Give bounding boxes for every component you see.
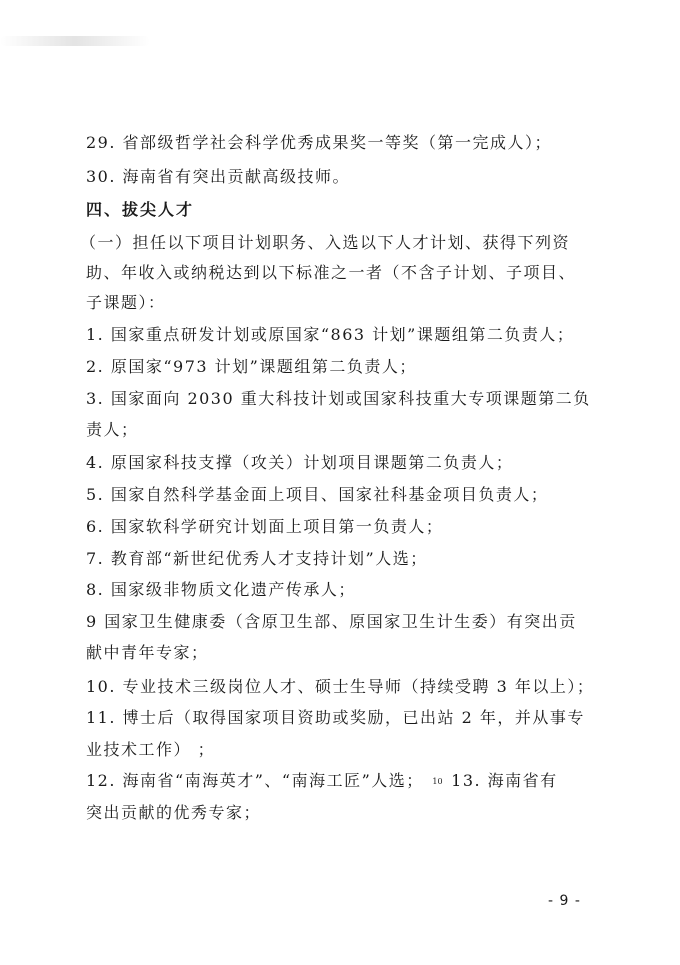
text-line: （一）担任以下项目计划职务、入选以下人才计划、获得下列资 [80, 233, 571, 252]
list-item: 9 国家卫生健康委（含原卫生部、原国家卫生计生委）有突出贡 [86, 612, 577, 631]
list-item-text: 13. 海南省有 [451, 771, 558, 790]
list-item-text: 12. 海南省“南海英才”、“南海工匠”人选； [86, 771, 424, 790]
text-line: 突出贡献的优秀专家； [86, 803, 262, 822]
list-item: 1. 国家重点研发计划或原国家“863 计划”课题组第二负责人； [86, 325, 575, 344]
list-item: 7. 教育部“新世纪优秀人才支持计划”人选； [86, 549, 428, 568]
list-item: 6. 国家软科学研究计划面上项目第一负责人； [86, 517, 444, 536]
text-line: 助、年收入或纳税达到以下标准之一者（不含子计划、子项目、 [86, 263, 577, 282]
list-item: 11. 博士后（取得国家项目资助或奖励，已出站 2 年，并从事专 [86, 708, 585, 727]
text-line: 献中青年专家； [86, 643, 209, 662]
page-number: - 9 - [548, 893, 581, 909]
list-item: 4. 原国家科技支撑（攻关）计划项目课题第二负责人； [86, 453, 514, 472]
list-item: 10. 专业技术三级岗位人才、硕士生导师（持续受聘 3 年以上）； [86, 677, 595, 696]
text-line: 业技术工作） ； [86, 740, 216, 759]
list-item: 5. 国家自然科学基金面上项目、国家社科基金项目负责人； [86, 485, 549, 504]
list-item: 3. 国家面向 2030 重大科技计划或国家科技重大专项课题第二负 [86, 389, 591, 408]
section-heading: 四、拔尖人才 [86, 200, 195, 219]
list-item: 2. 原国家“973 计划”课题组第二负责人； [86, 357, 417, 376]
text-line: 责人； [86, 420, 139, 439]
text-line: 29. 省部级哲学社会科学优秀成果奖一等奖（第一完成人）； [86, 133, 553, 152]
list-item: 8. 国家级非物质文化遗产传承人； [86, 580, 356, 599]
list-item [86, 770, 606, 793]
text-line: 子课题）： [86, 293, 166, 312]
text-line: 30. 海南省有突出贡献高级技师。 [86, 167, 351, 186]
inline-small-number: 10 [432, 777, 443, 786]
